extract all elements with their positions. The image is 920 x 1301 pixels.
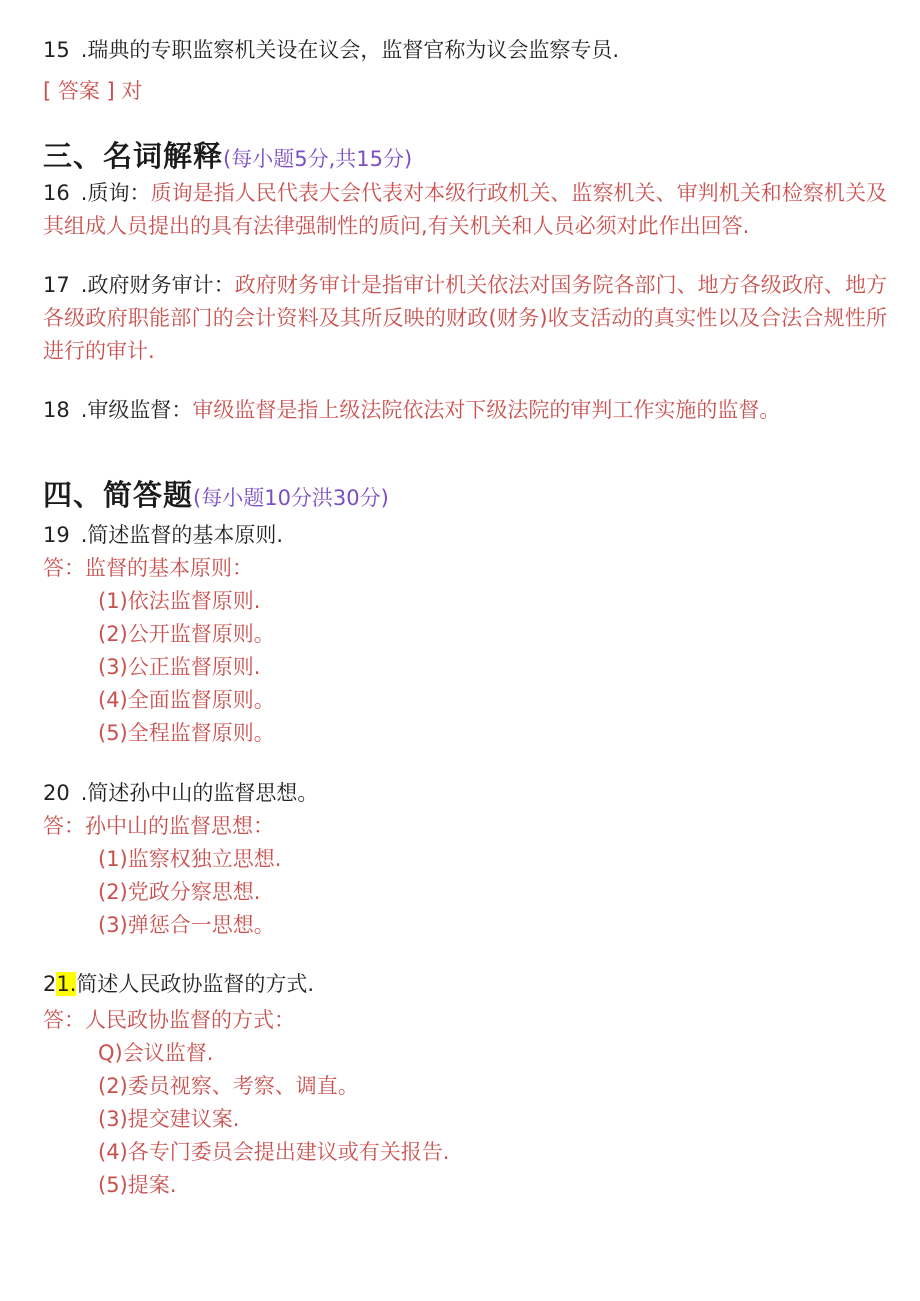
answer-19 xyxy=(43,552,887,750)
answer-20 xyxy=(43,810,887,942)
question-20-number: 20 xyxy=(43,781,70,805)
section-4-heading xyxy=(43,477,887,516)
answer-20-item: (3)弹惩合一思想。 xyxy=(98,913,275,937)
question-15-number: 15 xyxy=(43,38,70,62)
question-21-number-plain: 2 xyxy=(43,972,57,996)
question-21 xyxy=(43,968,887,1001)
answer-19-item: (2)公开监督原则。 xyxy=(98,622,275,646)
answer-21-item: (3)提交建议案. xyxy=(98,1107,240,1131)
answer-21-item: (2)委员视察、考察、调直。 xyxy=(98,1074,359,1098)
answer-21 xyxy=(43,1004,887,1202)
answer-19-item: (5)全程监督原则。 xyxy=(98,721,275,745)
section-4-title: 四、简答题 xyxy=(43,478,194,512)
question-18-label: .审级监督： xyxy=(80,398,193,422)
section-3-points: (每小题5分,共15分) xyxy=(223,147,413,171)
question-16-number: 16 xyxy=(43,181,70,205)
question-19-text: .简述监督的基本原则. xyxy=(80,523,284,547)
question-21-number-highlight: 1. xyxy=(56,972,77,996)
answer-19-item: (4)全面监督原则。 xyxy=(98,688,275,712)
question-18 xyxy=(43,394,887,427)
answer-20-item: (1)监察权独立思想. xyxy=(98,847,282,871)
question-18-number: 18 xyxy=(43,398,70,422)
answer-19-intro: 答：监督的基本原则： xyxy=(43,556,253,580)
answer-20-intro: 答：孙中山的监督思想： xyxy=(43,814,274,838)
question-15 xyxy=(43,34,887,67)
question-20-text: .简述孙中山的监督思想。 xyxy=(80,781,319,805)
answer-20-item: (2)党政分察思想. xyxy=(98,880,261,904)
question-18-answer: 审级监督是指上级法院依法对下级法院的审判工作实施的监督。 xyxy=(192,398,781,422)
question-19 xyxy=(43,519,887,552)
question-19-number: 19 xyxy=(43,523,70,547)
question-17-label: .政府财务审计： xyxy=(80,273,235,297)
answer-19-item: (1)依法监督原则. xyxy=(98,589,261,613)
question-16-answer: 质询是指人民代表大会代表对本级行政机关、监察机关、审判机关和检察机关及其组成人员提出的具有法律强制性的质问,有关机关和人员必须对此作出回答. xyxy=(43,181,887,238)
section-4-points: (每小题10分洪30分) xyxy=(193,486,389,510)
question-21-text: 简述人民政协监督的方式. xyxy=(76,972,315,996)
question-17-number: 17 xyxy=(43,273,70,297)
answer-21-item: (4)各专门委员会提出建议或有关报告. xyxy=(98,1140,450,1164)
question-21-number xyxy=(43,972,76,996)
question-15-text: .瑞典的专职监察机关设在议会，监督官称为议会监察专员. xyxy=(80,38,620,62)
answer-21-item: (5)提案. xyxy=(98,1173,177,1197)
question-17-answer: 政府财务审计是指审计机关依法对国务院各部门、地方各级政府、地方各级政府职能部门的会计资料及其所反映的财政(财务)收支活动的真实性以及合法合规性所进行的审计. xyxy=(43,273,887,363)
question-20 xyxy=(43,777,887,810)
answer-21-item: Q)会议监督. xyxy=(98,1041,214,1065)
question-17 xyxy=(43,269,887,368)
question-16-label: .质询： xyxy=(80,181,151,205)
section-3-title: 三、名词解释 xyxy=(43,139,224,173)
answer-21-intro: 答：人民政协监督的方式： xyxy=(43,1008,295,1032)
answer-19-item: (3)公正监督原则. xyxy=(98,655,261,679)
section-3-heading xyxy=(43,138,887,177)
question-16 xyxy=(43,177,887,243)
answer-15-label: [ 答案 ] 对 xyxy=(43,79,143,103)
